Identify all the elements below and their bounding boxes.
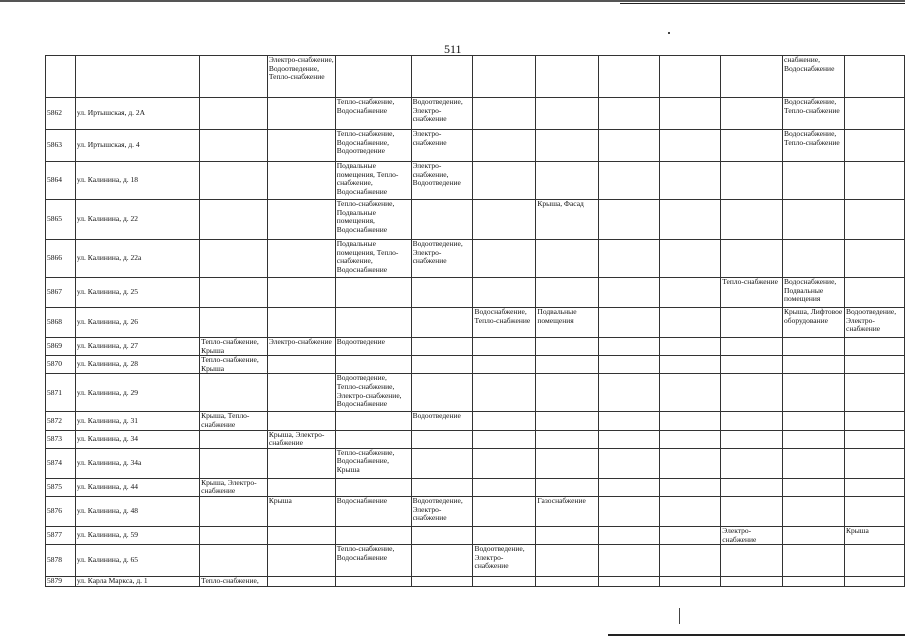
empty-cell [200,526,268,544]
empty-cell [473,200,536,240]
empty-cell [473,374,536,412]
empty-cell [536,374,599,412]
empty-cell [844,98,904,130]
work-types-cell: Водоотведение, Электро-снабжение [411,98,473,130]
empty-cell [783,577,845,587]
empty-cell [411,356,473,374]
empty-cell [659,162,720,200]
work-types-cell: Тепло-снабжение [721,278,783,308]
empty-cell [783,374,845,412]
empty-cell [335,577,411,587]
work-types-cell: Водоотведение, Электро-снабжение [844,308,904,338]
empty-cell [473,338,536,356]
empty-cell [844,130,904,162]
work-types-cell: Водоснабжение, Подвальные помещения [783,278,845,308]
row-number: 5871 [46,374,76,412]
empty-cell [411,526,473,544]
row-number: 5868 [46,308,76,338]
table-row [46,278,905,308]
empty-cell [721,448,783,478]
work-types-cell: Подвальные помещения [536,308,599,338]
empty-cell [200,278,268,308]
table-row [46,308,905,338]
row-address: ул. Калинина, д. 34 [75,430,199,448]
empty-cell [335,356,411,374]
empty-cell [411,430,473,448]
row-number: 5878 [46,545,76,577]
empty-cell [783,162,845,200]
empty-cell [721,240,783,278]
empty-cell [200,496,268,526]
empty-cell [721,200,783,240]
row-address: ул. Калинина, д. 26 [75,308,199,338]
work-types-cell: Тепло-снабжение, Водоснабжение, Водоотведение [335,130,411,162]
empty-cell [335,308,411,338]
empty-cell [335,278,411,308]
empty-cell [536,98,599,130]
empty-cell [473,240,536,278]
empty-cell [721,430,783,448]
empty-cell [721,412,783,430]
table-row [46,577,905,587]
empty-cell [411,545,473,577]
work-types-cell: Крыша, Тепло-снабжение [200,412,268,430]
empty-cell [599,448,659,478]
empty-cell [721,98,783,130]
empty-cell [721,356,783,374]
empty-cell [599,278,659,308]
work-types-cell: Подвальные помещения, Тепло-снабжение, Водоснабжение [335,162,411,200]
empty-cell [659,200,720,240]
empty-cell [844,478,904,496]
empty-cell [200,308,268,338]
empty-cell [473,356,536,374]
empty-cell [536,338,599,356]
table-row [46,448,905,478]
empty-cell [599,308,659,338]
empty-cell [599,98,659,130]
empty-cell [599,200,659,240]
empty-cell [411,200,473,240]
empty-cell [783,338,845,356]
empty-cell [536,162,599,200]
empty-cell [536,130,599,162]
empty-cell [599,338,659,356]
empty-cell [473,430,536,448]
empty-cell [536,240,599,278]
empty-cell [844,240,904,278]
row-address: ул. Калинина, д. 59 [75,526,199,544]
work-types-cell: Крыша [267,496,335,526]
empty-cell [844,577,904,587]
empty-cell [411,338,473,356]
empty-cell [721,478,783,496]
row-address: ул. Карла Маркса, д. 1 [75,577,199,587]
empty-cell [200,374,268,412]
empty-cell [844,545,904,577]
row-address: ул. Иртышская, д. 2А [75,98,199,130]
empty-cell [411,577,473,587]
empty-cell [536,448,599,478]
work-types-cell: Тепло-снабжение, Крыша [200,338,268,356]
empty-cell [783,478,845,496]
row-address: ул. Калинина, д. 27 [75,338,199,356]
empty-cell [473,577,536,587]
empty-cell [783,545,845,577]
row-address: ул. Иртышская, д. 4 [75,130,199,162]
empty-cell [659,496,720,526]
empty-cell [844,496,904,526]
empty-cell [335,526,411,544]
empty-cell [267,162,335,200]
row-number: 5872 [46,412,76,430]
row-number: 5867 [46,278,76,308]
empty-cell [783,200,845,240]
empty-cell [659,545,720,577]
empty-cell [783,448,845,478]
empty-cell [659,338,720,356]
scan-edge-bottom [608,634,905,636]
row-number: 5874 [46,448,76,478]
empty-cell [473,162,536,200]
empty-cell [844,200,904,240]
work-types-cell: Крыша, Фасад [536,200,599,240]
row-address: ул. Калинина, д. 22 [75,200,199,240]
empty-cell [536,577,599,587]
empty-cell [267,577,335,587]
row-address: ул. Калинина, д. 48 [75,496,199,526]
empty-cell [599,577,659,587]
row-address: ул. Калинина, д. 34а [75,448,199,478]
empty-cell [783,526,845,544]
row-address: ул. Калинина, д. 44 [75,478,199,496]
empty-cell [473,278,536,308]
table-row [46,496,905,526]
empty-cell [659,356,720,374]
work-types-cell: Водоснабжение, Тепло-снабжение [783,98,845,130]
empty-cell [659,526,720,544]
empty-cell [200,98,268,130]
empty-cell [599,356,659,374]
page-number: 511 [444,42,462,56]
empty-cell [721,496,783,526]
row-number: 5862 [46,98,76,130]
empty-cell [536,545,599,577]
row-address: ул. Калинина, д. 22а [75,240,199,278]
row-number: 5863 [46,130,76,162]
empty-cell [200,545,268,577]
empty-cell [267,356,335,374]
empty-cell [599,496,659,526]
empty-cell [536,356,599,374]
empty-cell [659,240,720,278]
table-row [46,374,905,412]
table-row [46,430,905,448]
table-row [46,200,905,240]
empty-cell [200,162,268,200]
empty-cell [659,430,720,448]
row-number: 5869 [46,338,76,356]
empty-cell [411,374,473,412]
empty-cell [659,448,720,478]
empty-cell [659,412,720,430]
work-types-cell: Тепло-снабжение, Водоснабжение [335,545,411,577]
row-address: ул. Калинина, д. 29 [75,374,199,412]
empty-cell [844,448,904,478]
work-types-cell: Крыша, Электро-снабжение [200,478,268,496]
row-address: ул. Калинина, д. 65 [75,545,199,577]
scan-speck [679,608,680,624]
empty-cell [536,430,599,448]
empty-cell [721,577,783,587]
empty-cell [267,374,335,412]
work-types-cell: Тепло-снабжение, Водоснабжение [335,98,411,130]
empty-cell [844,278,904,308]
work-types-cell: Электро-снабжение [411,130,473,162]
table-row [46,240,905,278]
empty-cell [721,338,783,356]
empty-cell [267,412,335,430]
empty-cell [335,430,411,448]
empty-cell [783,240,845,278]
work-types-cell: Водоотведение [335,338,411,356]
empty-cell [200,130,268,162]
empty-cell [411,308,473,338]
empty-cell [335,478,411,496]
work-types-cell: Подвальные помещения, Тепло-снабжение, Водоснабжение [335,240,411,278]
empty-cell [267,278,335,308]
work-types-cell: Тепло-снабжение, Крыша [200,356,268,374]
work-types-cell: Крыша, Электро-снабжение [267,430,335,448]
empty-cell [721,545,783,577]
row-number: 5879 [46,577,76,587]
empty-cell [659,374,720,412]
work-types-cell: Водоснабжение [335,496,411,526]
empty-cell [599,162,659,200]
scan-edge-top [0,0,905,2]
empty-cell [335,412,411,430]
row-number: 5877 [46,526,76,544]
empty-cell [721,130,783,162]
table-row [46,412,905,430]
empty-cell [267,200,335,240]
empty-cell [783,496,845,526]
work-types-cell: Тепло-снабжение, Подвальные помещения, Водоснабжение [335,200,411,240]
empty-cell [536,278,599,308]
empty-cell [473,478,536,496]
empty-cell [200,448,268,478]
empty-cell [599,240,659,278]
empty-cell [783,356,845,374]
scan-edge-top-right [620,3,905,4]
empty-cell [267,526,335,544]
empty-cell [721,162,783,200]
empty-cell [599,430,659,448]
table-row [46,526,905,544]
empty-cell [599,526,659,544]
empty-cell [267,308,335,338]
row-number: 5865 [46,200,76,240]
empty-cell [536,526,599,544]
work-types-cell: Крыша, Лифтовое оборудование [783,308,845,338]
empty-cell [536,412,599,430]
empty-cell [473,98,536,130]
empty-cell [844,356,904,374]
table-row [46,98,905,130]
empty-cell [267,98,335,130]
empty-cell [844,430,904,448]
empty-cell [599,130,659,162]
empty-cell [599,545,659,577]
empty-cell [200,200,268,240]
work-types-cell: Водоотведение, Электро-снабжение [473,545,536,577]
empty-cell [411,278,473,308]
table-row [46,338,905,356]
empty-cell [267,478,335,496]
empty-cell [659,98,720,130]
work-types-cell: Водоотведение, Электро-снабжение [411,496,473,526]
work-types-cell: Крыша [844,526,904,544]
empty-cell [721,308,783,338]
empty-cell [473,448,536,478]
row-number: 5866 [46,240,76,278]
empty-cell [783,412,845,430]
empty-cell [844,162,904,200]
empty-cell [411,448,473,478]
empty-cell [599,412,659,430]
table-row [46,130,905,162]
work-types-cell: Тепло-снабжение, [200,577,268,587]
table-row [46,545,905,577]
empty-cell [473,412,536,430]
work-types-cell: Газоснабжение [536,496,599,526]
row-number: 5876 [46,496,76,526]
empty-cell [200,240,268,278]
empty-cell [659,130,720,162]
empty-cell [473,526,536,544]
scan-speck [668,32,670,34]
empty-cell [783,430,845,448]
empty-cell [659,577,720,587]
empty-cell [659,308,720,338]
empty-cell [267,448,335,478]
work-types-cell: Водоотведение, Электро-снабжение [411,240,473,278]
row-address: ул. Калинина, д. 28 [75,356,199,374]
housing-register-table [45,55,905,587]
row-number: 5875 [46,478,76,496]
table-row-continued [46,56,905,98]
row-number: 5864 [46,162,76,200]
work-types-cell: Электро-снабжение [721,526,783,544]
work-types-cell: Водоснабжение, Тепло-снабжение [473,308,536,338]
row-number: 5870 [46,356,76,374]
empty-cell [473,496,536,526]
row-number: 5873 [46,430,76,448]
work-types-cell: Водоотведение [411,412,473,430]
empty-cell [200,430,268,448]
row-address: ул. Калинина, д. 18 [75,162,199,200]
empty-cell [721,374,783,412]
empty-cell [267,545,335,577]
empty-cell [659,478,720,496]
row-address: ул. Калинина, д. 25 [75,278,199,308]
empty-cell [473,130,536,162]
empty-cell [599,374,659,412]
empty-cell [844,412,904,430]
empty-cell [267,240,335,278]
table-row [46,356,905,374]
empty-cell [536,478,599,496]
empty-cell [844,374,904,412]
work-types-cell: Электро-снабжение [267,338,335,356]
work-types-cell: Тепло-снабжение, Водоснабжение, Крыша [335,448,411,478]
empty-cell [599,478,659,496]
empty-cell [267,130,335,162]
table-row [46,162,905,200]
work-types-cell: Водоотведение, Тепло-снабжение, Электро-снабжение, Водоснабжение [335,374,411,412]
row-address: ул. Калинина, д. 31 [75,412,199,430]
empty-cell [411,478,473,496]
cell-continued-c11: снабжение, Водоснабжение [783,56,845,98]
empty-cell [659,278,720,308]
cell-continued-c3: Электро-снабжение, Водоотведение, Тепло-снабжение [267,56,335,98]
work-types-cell: Водоснабжение, Тепло-снабжение [783,130,845,162]
work-types-cell: Электро-снабжение, Водоотведение [411,162,473,200]
empty-cell [844,338,904,356]
table-row [46,478,905,496]
